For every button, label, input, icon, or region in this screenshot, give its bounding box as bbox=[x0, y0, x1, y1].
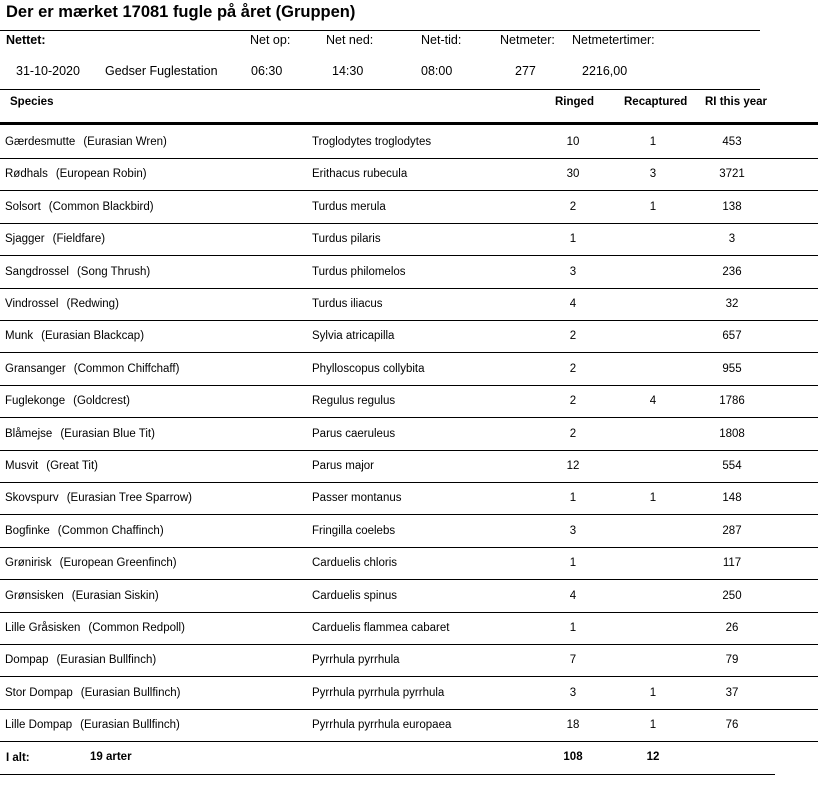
header-rule-bottom bbox=[0, 89, 760, 90]
danish-name: Fuglekonge bbox=[5, 395, 66, 408]
ri-this-year-cell: 1808 bbox=[719, 427, 745, 440]
species-name-cell bbox=[5, 515, 164, 547]
english-name: (Eurasian Siskin) bbox=[71, 589, 159, 602]
danish-name: Skovspurv bbox=[5, 492, 59, 505]
recaptured-cell: 1 bbox=[649, 200, 657, 213]
net-ned-label: Net ned: bbox=[326, 33, 374, 47]
danish-name: Lille Dompap bbox=[5, 719, 73, 732]
ringed-cell: 3 bbox=[569, 524, 577, 537]
table-row bbox=[0, 709, 818, 742]
english-name: (Great Tit) bbox=[46, 460, 98, 472]
total-ringed: 108 bbox=[563, 751, 583, 763]
table-row bbox=[0, 580, 818, 613]
ri-this-year-cell: 955 bbox=[722, 362, 742, 375]
danish-name: Solsort bbox=[5, 200, 41, 213]
ri-this-year-cell: 657 bbox=[722, 330, 742, 343]
scientific-name-cell: Troglodytes troglodytes bbox=[312, 136, 432, 148]
species-name-cell bbox=[5, 385, 130, 417]
ringed-cell: 2 bbox=[569, 362, 577, 375]
scientific-name-cell: Pyrrhula pyrrhula pyrrhula bbox=[312, 686, 445, 699]
english-name: (Eurasian Wren) bbox=[83, 136, 167, 148]
danish-name: Rødhals bbox=[5, 168, 48, 181]
ri-this-year-cell: 37 bbox=[725, 686, 739, 699]
ri-this-year-cell: 148 bbox=[722, 492, 742, 505]
ri-this-year-cell: 250 bbox=[722, 589, 742, 602]
table-row bbox=[0, 320, 818, 353]
ringed-cell: 30 bbox=[566, 168, 580, 181]
ri-this-year-cell: 26 bbox=[725, 622, 739, 634]
col-recaptured: Recaptured bbox=[624, 96, 688, 108]
ri-this-year-cell: 1786 bbox=[719, 395, 745, 408]
net-op-label: Net op: bbox=[250, 33, 291, 47]
table-row bbox=[0, 353, 818, 386]
english-name: (Common Chiffchaff) bbox=[73, 362, 180, 375]
table-row bbox=[0, 385, 818, 418]
danish-name: Grønsisken bbox=[5, 589, 64, 602]
net-date: 31-10-2020 bbox=[16, 64, 80, 78]
english-name: (Common Blackbird) bbox=[48, 200, 154, 213]
scientific-name-cell: Turdus merula bbox=[312, 200, 386, 213]
ringed-cell: 1 bbox=[569, 233, 577, 246]
table-row bbox=[0, 515, 818, 548]
danish-name: Stor Dompap bbox=[5, 686, 73, 699]
species-name-cell bbox=[5, 223, 105, 255]
ri-this-year-cell: 554 bbox=[722, 460, 742, 472]
danish-name: Vindrossel bbox=[5, 298, 59, 310]
ri-this-year-cell: 3 bbox=[728, 233, 736, 246]
ri-this-year-cell: 138 bbox=[722, 200, 742, 213]
english-name: (Eurasian Bullfinch) bbox=[56, 654, 157, 667]
english-name: (Eurasian Bullfinch) bbox=[80, 686, 181, 699]
netmetertimer-value: 2216,00 bbox=[582, 64, 628, 78]
net-tid-value: 08:00 bbox=[421, 64, 453, 78]
ri-this-year-cell: 76 bbox=[725, 719, 739, 732]
col-species: Species bbox=[10, 96, 54, 108]
ringed-cell: 7 bbox=[569, 654, 577, 667]
ri-this-year-cell: 3721 bbox=[719, 168, 745, 181]
english-name: (Common Redpoll) bbox=[88, 622, 185, 634]
ringed-cell: 2 bbox=[569, 395, 577, 408]
species-name-cell bbox=[5, 418, 155, 450]
danish-name: Gærdesmutte bbox=[5, 136, 76, 148]
recaptured-cell: 4 bbox=[649, 395, 657, 408]
ri-this-year-cell: 453 bbox=[722, 136, 742, 148]
english-name: (Eurasian Tree Sparrow) bbox=[66, 492, 192, 505]
ringed-cell: 3 bbox=[569, 686, 577, 699]
species-name-cell bbox=[5, 677, 180, 709]
ri-this-year-cell: 236 bbox=[722, 265, 742, 278]
nettet-label: Nettet: bbox=[6, 33, 46, 47]
ringed-cell: 12 bbox=[566, 460, 580, 472]
english-name: (Goldcrest) bbox=[73, 395, 130, 408]
english-name: (Eurasian Blackcap) bbox=[41, 330, 145, 343]
species-name-cell bbox=[5, 191, 154, 223]
danish-name: Sangdrossel bbox=[5, 265, 69, 278]
species-name-cell bbox=[5, 320, 144, 352]
col-ri-this-year: RI this year bbox=[705, 96, 767, 108]
ringed-cell: 2 bbox=[569, 427, 577, 440]
scientific-name-cell: Pyrrhula pyrrhula bbox=[312, 654, 400, 667]
ri-this-year-cell: 79 bbox=[725, 654, 739, 667]
english-name: (Eurasian Blue Tit) bbox=[60, 427, 155, 440]
danish-name: Bogfinke bbox=[5, 524, 50, 537]
table-row bbox=[0, 288, 818, 321]
species-name-cell bbox=[5, 158, 147, 190]
total-label: I alt: bbox=[6, 752, 30, 764]
ringed-cell: 10 bbox=[566, 136, 580, 148]
ringed-cell: 1 bbox=[569, 557, 577, 570]
scientific-name-cell: Turdus iliacus bbox=[312, 298, 383, 310]
ri-this-year-cell: 287 bbox=[722, 524, 742, 537]
ringed-cell: 4 bbox=[569, 589, 577, 602]
recaptured-cell: 1 bbox=[649, 492, 657, 505]
species-name-cell bbox=[5, 288, 119, 320]
danish-name: Grønirisk bbox=[5, 557, 52, 570]
scientific-name-cell: Regulus regulus bbox=[312, 395, 396, 408]
netmeter-label: Netmeter: bbox=[500, 33, 555, 47]
table-row bbox=[0, 482, 818, 515]
species-name-cell bbox=[5, 612, 185, 644]
danish-name: Sjagger bbox=[5, 233, 45, 246]
table-row bbox=[0, 191, 818, 224]
species-name-cell bbox=[5, 126, 167, 158]
header-rule-top bbox=[0, 30, 760, 31]
table-row bbox=[0, 677, 818, 710]
total-rule bbox=[0, 774, 775, 775]
net-tid-label: Net-tid: bbox=[421, 33, 462, 47]
scientific-name-cell: Carduelis chloris bbox=[312, 557, 398, 570]
danish-name: Blåmejse bbox=[5, 427, 53, 440]
english-name: (Common Chaffinch) bbox=[57, 524, 164, 537]
table-row bbox=[0, 126, 818, 159]
scientific-name-cell: Passer montanus bbox=[312, 492, 402, 505]
recaptured-cell: 3 bbox=[649, 168, 657, 181]
ringed-cell: 2 bbox=[569, 200, 577, 213]
danish-name: Gransanger bbox=[5, 362, 66, 375]
table-row bbox=[0, 418, 818, 451]
col-ringed: Ringed bbox=[555, 96, 594, 108]
scientific-name-cell: Turdus pilaris bbox=[312, 233, 381, 246]
recaptured-cell: 1 bbox=[649, 686, 657, 699]
ringed-cell: 18 bbox=[566, 719, 580, 732]
table-row bbox=[0, 256, 818, 289]
report-title: Der er mærket 17081 fugle på året (Gruppen) bbox=[6, 3, 356, 21]
scientific-name-cell: Phylloscopus collybita bbox=[312, 362, 425, 375]
table-row bbox=[0, 450, 818, 483]
scientific-name-cell: Sylvia atricapilla bbox=[312, 330, 395, 343]
scientific-name-cell: Pyrrhula pyrrhula europaea bbox=[312, 719, 452, 732]
net-op-value: 06:30 bbox=[251, 64, 283, 78]
table-header-rule bbox=[0, 122, 818, 125]
table-row bbox=[0, 547, 818, 580]
scientific-name-cell: Parus caeruleus bbox=[312, 427, 396, 440]
scientific-name-cell: Turdus philomelos bbox=[312, 265, 406, 278]
species-name-cell bbox=[5, 482, 192, 514]
ringed-cell: 4 bbox=[569, 298, 577, 310]
species-name-cell bbox=[5, 450, 98, 482]
ri-this-year-cell: 32 bbox=[725, 298, 739, 310]
species-name-cell bbox=[5, 256, 150, 288]
ringed-cell: 3 bbox=[569, 265, 577, 278]
scientific-name-cell: Carduelis spinus bbox=[312, 589, 398, 602]
ringed-cell: 1 bbox=[569, 622, 577, 634]
total-species-count: 19 arter bbox=[90, 751, 132, 763]
danish-name: Lille Gråsisken bbox=[5, 622, 81, 634]
table-row bbox=[0, 644, 818, 677]
net-ned-value: 14:30 bbox=[332, 64, 364, 78]
danish-name: Munk bbox=[5, 330, 34, 343]
ri-this-year-cell: 117 bbox=[722, 557, 742, 570]
english-name: (European Robin) bbox=[55, 168, 147, 181]
ringed-cell: 2 bbox=[569, 330, 577, 343]
recaptured-cell: 1 bbox=[649, 136, 657, 148]
scientific-name-cell: Parus major bbox=[312, 460, 374, 472]
netmeter-value: 277 bbox=[515, 64, 536, 78]
english-name: (European Greenfinch) bbox=[59, 557, 177, 570]
english-name: (Song Thrush) bbox=[76, 265, 151, 278]
species-name-cell bbox=[5, 644, 156, 676]
table-row bbox=[0, 612, 818, 645]
species-name-cell bbox=[5, 353, 179, 385]
total-recaptured: 12 bbox=[646, 751, 660, 763]
net-station: Gedser Fuglestation bbox=[105, 64, 218, 78]
species-name-cell bbox=[5, 580, 159, 612]
scientific-name-cell: Carduelis flammea cabaret bbox=[312, 622, 450, 634]
scientific-name-cell: Fringilla coelebs bbox=[312, 524, 396, 537]
danish-name: Dompap bbox=[5, 654, 49, 667]
english-name: (Redwing) bbox=[66, 298, 119, 310]
ringed-cell: 1 bbox=[569, 492, 577, 505]
species-name-cell bbox=[5, 547, 177, 579]
english-name: (Fieldfare) bbox=[52, 233, 106, 246]
table-row bbox=[0, 223, 818, 256]
table-row bbox=[0, 158, 818, 191]
english-name: (Eurasian Bullfinch) bbox=[80, 719, 180, 732]
scientific-name-cell: Erithacus rubecula bbox=[312, 168, 408, 181]
recaptured-cell: 1 bbox=[649, 719, 657, 732]
species-name-cell bbox=[5, 709, 180, 741]
danish-name: Musvit bbox=[5, 460, 39, 472]
netmetertimer-label: Netmetertimer: bbox=[572, 33, 655, 47]
